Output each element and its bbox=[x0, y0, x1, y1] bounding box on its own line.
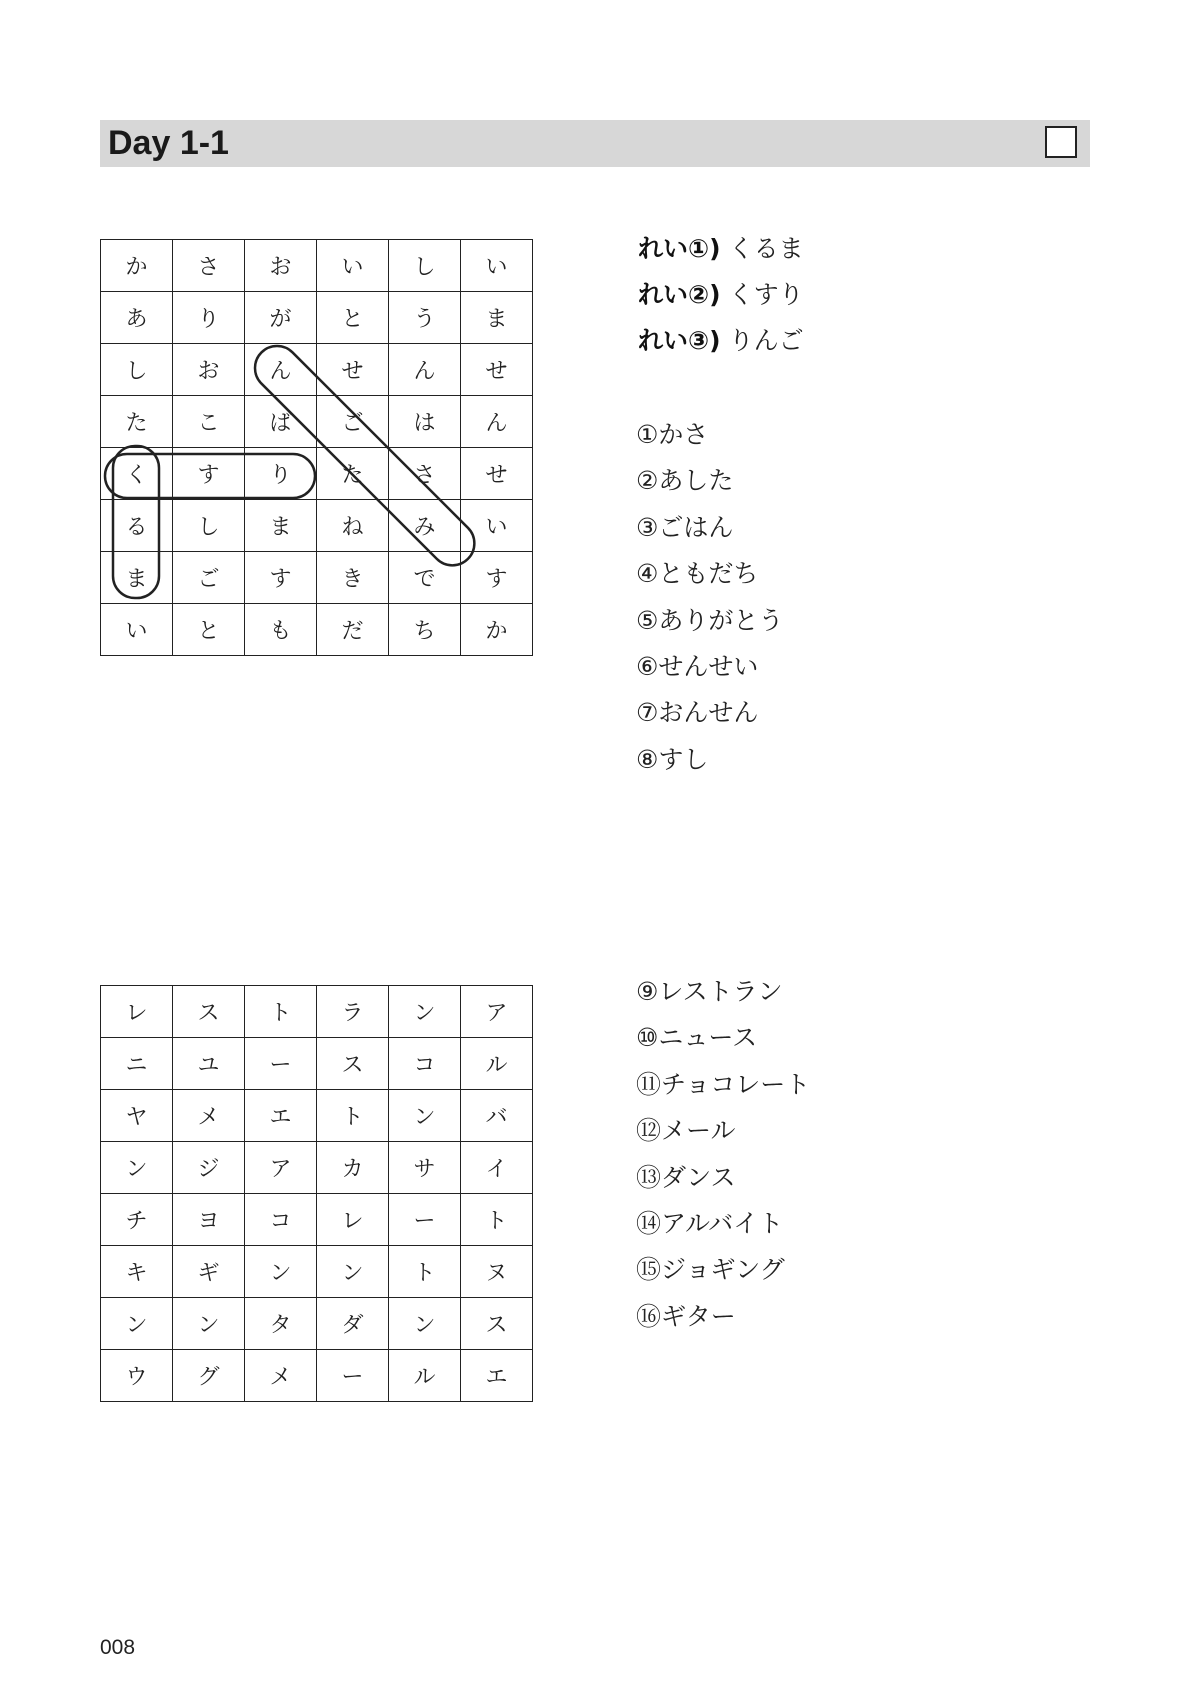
word-item: ②あした bbox=[636, 466, 734, 496]
word-item: ⑬ダンス bbox=[636, 1162, 736, 1192]
example-item bbox=[638, 272, 804, 318]
grid-cell[interactable]: ご bbox=[173, 552, 245, 604]
grid-cell[interactable]: ン bbox=[317, 1246, 389, 1298]
grid-cell[interactable]: コ bbox=[389, 1038, 461, 1090]
page-title: Day 1-1 bbox=[108, 124, 229, 162]
grid-cell[interactable]: で bbox=[389, 552, 461, 604]
grid-row bbox=[101, 1090, 533, 1142]
grid-cell[interactable]: ニ bbox=[101, 1038, 173, 1090]
word-item: ⑯ギター bbox=[636, 1301, 736, 1331]
example-list bbox=[638, 226, 804, 364]
grid-cell[interactable]: ん bbox=[245, 344, 317, 396]
grid-cell[interactable]: エ bbox=[461, 1350, 533, 1402]
grid-cell[interactable]: ル bbox=[389, 1350, 461, 1402]
grid-row bbox=[101, 1298, 533, 1350]
grid-row bbox=[101, 396, 533, 448]
example-item bbox=[638, 226, 804, 272]
grid-cell[interactable]: い bbox=[461, 240, 533, 292]
grid-cell[interactable]: グ bbox=[173, 1350, 245, 1402]
word-item: ⑨レストラン bbox=[636, 977, 783, 1006]
grid-row bbox=[101, 604, 533, 656]
grid-cell[interactable]: り bbox=[173, 292, 245, 344]
grid-cell[interactable]: す bbox=[461, 552, 533, 604]
grid-cell[interactable]: ト bbox=[317, 1090, 389, 1142]
example-label: れい③) bbox=[638, 326, 721, 355]
grid-row bbox=[101, 1038, 533, 1090]
katakana-word-list bbox=[636, 969, 810, 1340]
grid-cell[interactable]: ス bbox=[317, 1038, 389, 1090]
grid-cell[interactable]: ン bbox=[389, 1090, 461, 1142]
grid-cell[interactable]: ー bbox=[389, 1194, 461, 1246]
grid-cell[interactable]: せ bbox=[461, 448, 533, 500]
grid-cell[interactable]: た bbox=[101, 396, 173, 448]
grid-cell[interactable]: ん bbox=[461, 396, 533, 448]
grid-row bbox=[101, 1142, 533, 1194]
grid-cell[interactable]: タ bbox=[245, 1298, 317, 1350]
grid-cell[interactable]: い bbox=[461, 500, 533, 552]
word-item: ⑤ありがとう bbox=[636, 605, 784, 635]
grid-cell[interactable]: ン bbox=[389, 986, 461, 1038]
word-item: ④ともだち bbox=[636, 559, 759, 589]
example-word: りんご bbox=[728, 326, 804, 355]
grid-cell[interactable]: チ bbox=[101, 1194, 173, 1246]
grid-cell[interactable]: ト bbox=[461, 1194, 533, 1246]
grid-cell[interactable]: ス bbox=[173, 986, 245, 1038]
grid-cell[interactable]: さ bbox=[173, 240, 245, 292]
grid-cell[interactable]: イ bbox=[461, 1142, 533, 1194]
example-item bbox=[638, 318, 804, 364]
word-item: ⑦おんせん bbox=[636, 698, 759, 728]
grid-cell[interactable]: ち bbox=[389, 604, 461, 656]
grid-cell[interactable]: か bbox=[461, 604, 533, 656]
grid-cell[interactable]: か bbox=[101, 240, 173, 292]
grid-cell[interactable]: ヤ bbox=[101, 1090, 173, 1142]
grid-cell[interactable]: レ bbox=[317, 1194, 389, 1246]
grid-cell[interactable]: し bbox=[101, 344, 173, 396]
grid-cell[interactable]: カ bbox=[317, 1142, 389, 1194]
grid-cell[interactable]: メ bbox=[173, 1090, 245, 1142]
grid-cell[interactable]: ば bbox=[245, 396, 317, 448]
example-word: くすり bbox=[728, 280, 804, 309]
grid-cell[interactable]: ン bbox=[101, 1298, 173, 1350]
grid-cell[interactable]: ま bbox=[461, 292, 533, 344]
completion-checkbox[interactable] bbox=[1045, 126, 1077, 158]
grid-row bbox=[101, 240, 533, 292]
grid-cell[interactable]: み bbox=[389, 500, 461, 552]
grid-row bbox=[101, 552, 533, 604]
grid-cell[interactable]: い bbox=[317, 240, 389, 292]
grid-cell[interactable]: せ bbox=[317, 344, 389, 396]
grid-cell[interactable]: う bbox=[389, 292, 461, 344]
grid-cell[interactable]: ギ bbox=[173, 1246, 245, 1298]
grid-cell[interactable]: ン bbox=[245, 1246, 317, 1298]
grid-cell[interactable]: と bbox=[317, 292, 389, 344]
grid-cell[interactable]: ご bbox=[317, 396, 389, 448]
grid-cell[interactable]: す bbox=[173, 448, 245, 500]
grid-cell[interactable]: ア bbox=[461, 986, 533, 1038]
word-item: ⑩ニュース bbox=[636, 1023, 758, 1053]
grid-cell[interactable]: と bbox=[173, 604, 245, 656]
grid-cell[interactable]: キ bbox=[101, 1246, 173, 1298]
word-item: ⑪チョコレート bbox=[636, 1069, 811, 1099]
grid-cell[interactable]: ン bbox=[101, 1142, 173, 1194]
grid-row bbox=[101, 500, 533, 552]
grid-cell[interactable]: い bbox=[101, 604, 173, 656]
grid-cell[interactable]: た bbox=[317, 448, 389, 500]
grid-cell[interactable]: さ bbox=[389, 448, 461, 500]
page-number: 008 bbox=[100, 1636, 136, 1659]
grid-cell[interactable]: き bbox=[317, 552, 389, 604]
hiragana-word-list bbox=[636, 412, 783, 783]
grid-cell[interactable]: ん bbox=[389, 344, 461, 396]
grid-cell[interactable]: せ bbox=[461, 344, 533, 396]
grid-cell[interactable]: お bbox=[173, 344, 245, 396]
grid-cell[interactable]: ー bbox=[245, 1038, 317, 1090]
grid-cell[interactable]: お bbox=[245, 240, 317, 292]
grid-cell[interactable]: エ bbox=[245, 1090, 317, 1142]
grid-cell[interactable]: も bbox=[245, 604, 317, 656]
word-item: ⑮ジョギング bbox=[636, 1255, 785, 1285]
grid-cell[interactable]: ユ bbox=[173, 1038, 245, 1090]
grid-row bbox=[101, 1246, 533, 1298]
hiragana-puzzle-grid bbox=[100, 239, 533, 656]
grid-cell[interactable]: レ bbox=[101, 986, 173, 1038]
grid-cell[interactable]: ね bbox=[317, 500, 389, 552]
example-label: れい①) bbox=[638, 234, 721, 263]
grid-cell[interactable]: ま bbox=[101, 552, 173, 604]
grid-cell[interactable]: サ bbox=[389, 1142, 461, 1194]
grid-cell[interactable]: し bbox=[389, 240, 461, 292]
grid-cell[interactable]: ー bbox=[317, 1350, 389, 1402]
day-header bbox=[100, 120, 1090, 167]
grid-row bbox=[101, 292, 533, 344]
grid-cell[interactable]: ウ bbox=[101, 1350, 173, 1402]
grid-cell[interactable]: あ bbox=[101, 292, 173, 344]
grid-cell[interactable]: ヌ bbox=[461, 1246, 533, 1298]
grid-cell[interactable]: く bbox=[101, 448, 173, 500]
grid-cell[interactable]: メ bbox=[245, 1350, 317, 1402]
grid-cell[interactable]: バ bbox=[461, 1090, 533, 1142]
grid-cell[interactable]: ア bbox=[245, 1142, 317, 1194]
grid-cell[interactable]: ト bbox=[389, 1246, 461, 1298]
grid-cell[interactable]: ル bbox=[461, 1038, 533, 1090]
word-item: ⑭アルバイト bbox=[636, 1208, 784, 1238]
grid-cell[interactable]: ト bbox=[245, 986, 317, 1038]
katakana-puzzle-grid bbox=[100, 985, 533, 1402]
grid-cell[interactable]: ン bbox=[173, 1298, 245, 1350]
word-item: ③ごはん bbox=[636, 512, 734, 542]
word-item: ⑫メール bbox=[636, 1116, 736, 1146]
grid-cell[interactable]: ヨ bbox=[173, 1194, 245, 1246]
example-word: くるま bbox=[728, 234, 804, 263]
grid-cell[interactable]: コ bbox=[245, 1194, 317, 1246]
grid-row bbox=[101, 986, 533, 1038]
grid-cell[interactable]: す bbox=[245, 552, 317, 604]
grid-row bbox=[101, 1194, 533, 1246]
grid-cell[interactable]: し bbox=[173, 500, 245, 552]
grid-row bbox=[101, 1350, 533, 1402]
grid-cell[interactable]: ラ bbox=[317, 986, 389, 1038]
grid-cell[interactable]: り bbox=[245, 448, 317, 500]
grid-cell[interactable]: る bbox=[101, 500, 173, 552]
grid-cell[interactable]: だ bbox=[317, 604, 389, 656]
word-item: ①かさ bbox=[636, 420, 709, 449]
example-label: れい②) bbox=[638, 280, 721, 309]
grid-cell[interactable]: ダ bbox=[317, 1298, 389, 1350]
grid-cell[interactable]: が bbox=[245, 292, 317, 344]
word-item: ⑧すし bbox=[636, 744, 709, 774]
grid-cell[interactable]: こ bbox=[173, 396, 245, 448]
grid-cell[interactable]: ン bbox=[389, 1298, 461, 1350]
grid-cell[interactable]: ス bbox=[461, 1298, 533, 1350]
grid-cell[interactable]: は bbox=[389, 396, 461, 448]
grid-cell[interactable]: ジ bbox=[173, 1142, 245, 1194]
grid-row bbox=[101, 344, 533, 396]
grid-cell[interactable]: ま bbox=[245, 500, 317, 552]
grid-row bbox=[101, 448, 533, 500]
word-item: ⑥せんせい bbox=[636, 651, 759, 681]
